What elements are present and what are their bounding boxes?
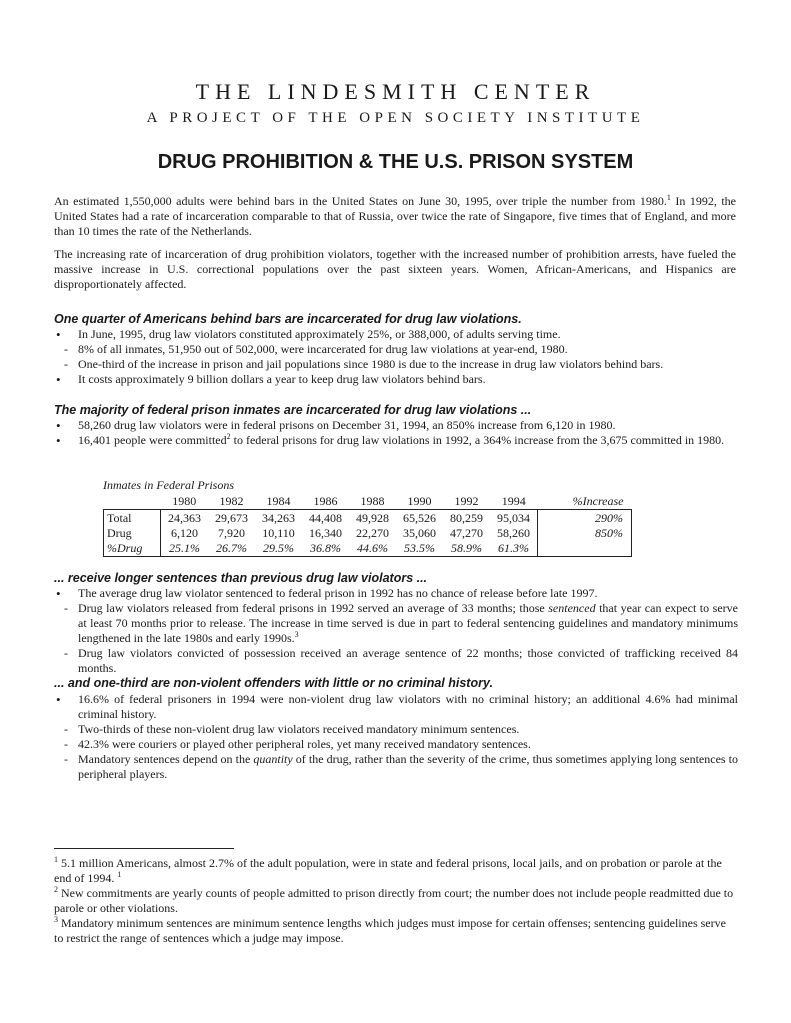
footnote-1 — [54, 856, 738, 885]
table-cell: 61.3% — [490, 541, 538, 557]
intro-text-a: An estimated 1,550,000 adults were behind bars in the United States on June 30, 1995, over triple the number from 1980. — [54, 194, 667, 208]
table-cell: 47,270 — [450, 526, 483, 540]
footnote-text: New commitments are yearly counts of people admitted to prison directly from court; the number does not include people readmitted due to parole or other violations. — [54, 886, 734, 915]
table-row — [104, 541, 632, 557]
list-item: - 8% of all inmates, 51,950 out of 502,000, were incarcerated for drug law violations at year-end, 1980. — [54, 342, 738, 357]
list-item: - Two-thirds of these non-violent drug law violators received mandatory minimum sentences. — [54, 722, 738, 737]
list-item: - One-third of the increase in prison and jail populations since 1980 is due to the increase in drug law violators behind bars. — [54, 357, 738, 372]
section-list-nonviolent — [54, 692, 738, 782]
table-cell: 58,260 — [497, 526, 530, 540]
list-item: • In June, 1995, drug law violators constituted approximately 25%, or 388,000, of adults serving time. — [54, 327, 738, 342]
year-header: 1988 — [349, 494, 396, 510]
year-header: 1984 — [255, 494, 302, 510]
footnote-divider — [54, 848, 234, 849]
table-cell: 35,060 — [403, 526, 436, 540]
section-list-sentences — [54, 586, 738, 676]
table-cell: 36.8% — [302, 541, 349, 557]
intro-paragraph-1 — [54, 194, 736, 239]
list-item: • The average drug law violator sentenced to federal prison in 1992 has no chance of release before late 1997. — [54, 586, 738, 601]
table-cell: 53.5% — [396, 541, 443, 557]
footnote-number: 3 — [54, 915, 58, 924]
list-item: • 16.6% of federal prisoners in 1994 were non-violent drug law violators with no criminal history; an additional 4.6% had minimal criminal history. — [54, 692, 738, 722]
section-heading-quarter: One quarter of Americans behind bars are incarcerated for drug law violations. — [54, 312, 522, 326]
year-header: 1986 — [302, 494, 349, 510]
increase-cell — [538, 541, 632, 557]
table-corner-cell — [104, 494, 161, 510]
year-header: 1992 — [443, 494, 490, 510]
mandatory-text-a: Mandatory sentences depend on the — [78, 752, 254, 766]
table-header-row — [104, 494, 632, 510]
footnote-text: 5.1 million Americans, almost 2.7% of the adult population, were in state and federal prisons, local jails, and on probation or parole at the end of 1994. — [54, 856, 722, 885]
table-cell: 7,920 — [218, 526, 245, 540]
table-cell: 58.9% — [443, 541, 490, 557]
year-header: 1982 — [208, 494, 255, 510]
footnote-number: 1 — [117, 869, 122, 879]
list-item — [54, 433, 738, 448]
commitments-text-b: to federal prisons for drug law violations in 1992, a 364% increase from the 3,675 committed in 1980. — [230, 433, 725, 447]
list-item — [54, 752, 738, 782]
table-caption: Inmates in Federal Prisons — [103, 478, 234, 492]
served-text-b: that year can expect to serve at least 70 months prior to release. The increase in time served is due in part to federal sentencing guidelines and mandatory minimums lengthened in the late 1980s and early 1990s. — [78, 601, 738, 645]
table-cell: 34,263 — [262, 511, 295, 525]
federal-prisons-table — [103, 494, 632, 557]
mandatory-text-b: of the drug, rather than the severity of the crime, thus sometimes applying long sentences to peripheral players. — [78, 752, 738, 781]
page-title: DRUG PROHIBITION & THE U.S. PRISON SYSTEM — [157, 151, 634, 173]
increase-cell: 290% — [538, 510, 632, 527]
intro-text-b: In 1992, the United States had a rate of incarceration comparable to that of Russia, over twice the rate of Singapore, five times that of England, and more than 10 times the rate of the Netherlands. — [54, 194, 737, 238]
list-item — [54, 601, 738, 646]
table-cell: 24,363 — [161, 510, 209, 527]
footnote-number: 2 — [54, 885, 58, 894]
table-cell: 65,526 — [403, 511, 436, 525]
footnote-ref-2: 2 — [226, 432, 231, 441]
table-cell: 16,340 — [309, 526, 342, 540]
table-cell: 44.6% — [349, 541, 396, 557]
increase-cell: 850% — [538, 526, 632, 541]
emphasis-quantity: quantity — [253, 752, 293, 766]
list-item: • 58,260 drug law violators were in federal prisons on December 31, 1994, an 850% increase from 6,120 in 1980. — [54, 418, 738, 433]
table-cell: 29,673 — [215, 511, 248, 525]
table-cell: 6,120 — [161, 526, 209, 541]
footnote-text: Mandatory minimum sentences are minimum sentence lengths which judges must impose for certain offenses; sentencing guidelines serve to restrict the range of sentences which a judge may impose. — [54, 916, 726, 945]
table-cell: 26.7% — [208, 541, 255, 557]
section-list-majority — [54, 418, 738, 448]
list-item: • It costs approximately 9 billion dollars a year to keep drug law violators behind bars. — [54, 372, 738, 387]
table-cell: 29.5% — [255, 541, 302, 557]
list-item: - 42.3% were couriers or played other peripheral roles, yet many received mandatory sentences. — [54, 737, 738, 752]
commitments-text-a: 16,401 people were committed — [78, 433, 227, 447]
table-cell: 10,110 — [262, 526, 295, 540]
table-cell: 44,408 — [309, 511, 342, 525]
table-cell: 49,928 — [356, 511, 389, 525]
intro-paragraph-2: The increasing rate of incarceration of drug prohibition violators, together with the increased number of prohibition arrests, have fueled the massive increase in U.S. correctional populations over the past sixteen years. Women, African-Americans, and Hispanics are disproportionately affected. — [54, 247, 736, 291]
increase-header: %Increase — [538, 494, 632, 510]
table-row — [104, 526, 632, 541]
emphasis-sentenced: sentenced — [548, 601, 596, 615]
section-heading-sentences: ... receive longer sentences than previous drug law violators ... — [54, 571, 428, 585]
section-list-quarter — [54, 327, 738, 387]
year-header: 1990 — [396, 494, 443, 510]
organization-subtitle: A PROJECT OF THE OPEN SOCIETY INSTITUTE — [146, 110, 645, 126]
footnote-ref-1: 1 — [666, 193, 671, 202]
section-heading-majority: The majority of federal prison inmates are incarcerated for drug law violations ... — [54, 403, 532, 417]
row-label: %Drug — [104, 541, 161, 557]
footnote-number: 1 — [54, 855, 58, 864]
table-cell: 25.1% — [161, 541, 209, 557]
footnote-2 — [54, 886, 738, 915]
year-header: 1994 — [490, 494, 538, 510]
served-text-a: Drug law violators released from federal prisons in 1992 served an average of 33 months; those — [78, 601, 549, 615]
table-row — [104, 510, 632, 527]
footnote-ref-3: 3 — [294, 630, 299, 639]
organization-name: THE LINDESMITH CENTER — [195, 79, 596, 104]
list-item: - Drug law violators convicted of possession received an average sentence of 22 months; those convicted of trafficking received 84 months. — [54, 646, 738, 676]
table-cell: 22,270 — [356, 526, 389, 540]
section-heading-nonviolent: ... and one-third are non-violent offenders with little or no criminal history. — [54, 676, 493, 690]
table-cell: 80,259 — [450, 511, 483, 525]
table-cell: 95,034 — [497, 511, 530, 525]
row-label: Drug — [104, 526, 161, 541]
row-label: Total — [104, 510, 161, 527]
year-header: 1980 — [161, 494, 209, 510]
footnote-3 — [54, 916, 738, 945]
